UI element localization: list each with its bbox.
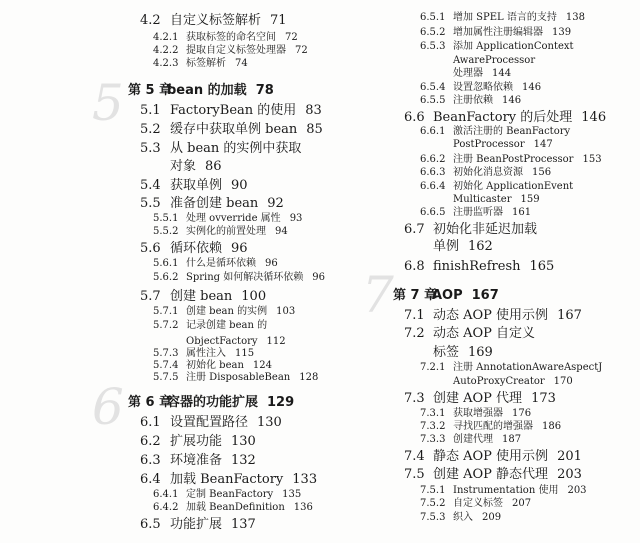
toc-page-number: 203 [557,466,582,482]
toc-page-number: 115 [235,348,255,359]
toc-entry-title: 初始化 bean [186,360,244,371]
toc-entry-title: 创建 bean 的实例 [186,306,268,317]
toc-page-number: 176 [512,408,532,419]
toc-entry-number: 4.2.3 [153,58,179,69]
chapter-watermark-5: 5 [92,74,124,132]
toc-page-number: 170 [553,376,573,387]
toc-entry-title-line [433,327,535,340]
toc-entry-title: 注册 AnnotationAwareAspectJ [453,362,603,373]
toc-entry-title: AwareProcessor [453,55,536,66]
toc-entry-title: 功能扩展 [170,516,223,532]
toc-entry-title: finishRefresh [433,258,521,274]
toc-entry-number: 5.7.2 [153,320,179,331]
toc-entry-number: 5.7.5 [153,372,179,383]
toc-entry-number: 第 6 章 [128,394,173,410]
toc-page-number: 146 [581,109,607,125]
toc-entry-title-line [453,486,587,496]
toc-entry-title: Multicaster [453,194,512,205]
toc-entry-number: 6.6.5 [420,207,446,218]
toc-entry-title-line [170,242,248,255]
toc-page-number: 203 [567,485,587,496]
toc-entry-number: 5.7 [140,288,161,304]
toc-entry-title: 准备创建 bean [170,195,259,211]
toc-entry-title: 加载 BeanDefinition [186,502,285,513]
toc-entry-title-line [453,499,531,509]
toc-page-number: 139 [552,27,572,38]
toc-page-number: 124 [252,360,272,371]
toc-entry-title-line [453,127,570,137]
toc-entry-title: 记录创建 bean 的 [186,320,268,331]
toc-entry-title-line [186,337,286,347]
toc-entry-number: 6.6.1 [420,126,446,137]
toc-entry-number: 6.6.3 [420,167,446,178]
toc-page-number: 94 [275,226,288,237]
toc-entry-title: 实例化的前置处理 [186,226,266,237]
toc-entry-title-line [453,435,521,445]
toc-entry-title-line [453,208,531,218]
toc-entry-title: 注册监听器 [453,207,503,218]
toc-page-number: 132 [231,452,256,468]
toc-page-number: 83 [305,102,322,118]
toc-entry-title-line [186,349,254,359]
toc-entry-title: 自定义标签解析 [170,12,262,28]
toc-entry-title-line [453,168,551,178]
toc-entry-title-line [433,468,582,481]
toc-entry-number: 6.4 [140,471,161,487]
toc-entry-number: 7.3.2 [420,421,446,432]
toc-entry-title-line [186,321,267,331]
toc-entry-number: 4.2.1 [153,32,179,43]
toc-entry-title-line [433,346,493,359]
toc-entry-title-line [170,454,256,467]
toc-entry-title: 初始化非延迟加载 [433,221,538,237]
toc-page-number: 169 [468,344,493,360]
toc-page-number: 128 [299,372,319,383]
toc-entry-title: 创建 AOP 代理 [433,390,523,406]
toc-entry-title-line [453,83,541,93]
toc-entry-title-line [433,450,582,463]
toc-entry-title: 单例 [433,238,460,254]
toc-entry-title: 循环依赖 [170,240,223,256]
toc-entry-title: 动态 AOP 使用示例 [433,307,549,323]
toc-entry-number: 5.6 [140,240,161,256]
toc-entry-title: 处理器 [453,68,483,79]
toc-entry-title-line [432,289,499,302]
toc-entry-title: 增加 SPEL 语言的支持 [453,12,557,23]
toc-page-number: 135 [282,489,302,500]
toc-entry-title: 获取标签的命名空间 [186,32,276,43]
toc-entry-number: 5.5.1 [153,213,179,224]
toc-entry-number: 6.1 [140,414,161,430]
toc-entry-title-line [170,142,301,155]
toc-entry-number: 7.5 [404,466,425,482]
toc-entry-number: 7.1 [404,307,425,323]
toc-entry-title-line [433,392,556,405]
toc-entry-title-line [453,182,573,192]
toc-page-number: 153 [582,154,602,165]
toc-entry-number: 5.7.3 [153,348,179,359]
toc-entry-number: 5.5.2 [153,226,179,237]
toc-page-number: 137 [231,516,256,532]
toc-entry-title: 初始化消息资源 [453,167,523,178]
toc-page-number: 74 [235,58,248,69]
toc-entry-title: 织入 [453,512,473,523]
toc-entry-title: 设置配置路径 [170,414,249,430]
toc-entry-title: 从 bean 的实例中获取 [170,140,302,156]
toc-entry-title: 扩展功能 [170,433,223,449]
toc-page-number: 92 [267,195,284,211]
toc-entry-number: 6.4.2 [153,502,179,513]
toc-page-number: 209 [482,512,502,523]
toc-entry-title: 寻找匹配的增强器 [453,421,533,432]
toc-entry-title: 获取单例 [170,177,223,193]
toc-page-number: 162 [468,238,493,254]
toc-entry-number: 5.4 [140,177,161,193]
toc-entry-number: 7.5.3 [420,512,446,523]
toc-entry-title-line [453,96,521,106]
toc-entry-title-line [170,104,322,117]
toc-entry-title-line [170,179,248,192]
toc-page-number: 96 [265,258,278,269]
toc-page-number: 186 [542,421,562,432]
toc-entry-title-line [453,42,574,52]
toc-page-number: 201 [557,448,582,464]
toc-page-number: 96 [231,240,248,256]
toc-entry-title: AutoProxyCreator [453,376,545,387]
toc-entry-title: 缓存中获取单例 bean [170,121,298,137]
toc-entry-title: PostProcessor [453,139,525,150]
toc-entry-title-line [186,273,325,283]
toc-entry-title: Spring 如何解决循环依赖 [186,272,304,283]
toc-entry-number: 6.8 [404,258,425,274]
toc-page-number: 146 [522,82,542,93]
chapter-watermark-6: 6 [92,378,124,436]
toc-entry-number: 6.6 [404,109,425,125]
toc-entry-title-line [453,13,585,23]
toc-entry-title: 注册依赖 [453,95,493,106]
toc-entry-title-line [453,56,535,66]
toc-entry-number: 6.5.4 [420,82,446,93]
toc-entry-number: 5.7.4 [153,360,179,371]
toc-entry-title: 对象 [170,158,197,174]
toc-page-number: 207 [512,498,532,509]
toc-entry-number: 6.4.1 [153,489,179,500]
toc-entry-number: 5.2 [140,121,161,137]
toc-page-number: 144 [492,68,512,79]
toc-entry-title-line [186,490,301,500]
toc-entry-number: 6.5 [140,516,161,532]
toc-page-number: 100 [241,288,267,304]
toc-page-number: 161 [512,207,532,218]
toc-page-number: 165 [529,258,555,274]
toc-page-number: 133 [292,471,318,487]
toc-entry-number: 5.1 [140,102,161,118]
toc-entry-title-line [186,373,318,383]
toc-entry-number: 6.5.1 [420,12,446,23]
toc-page-number: 138 [565,12,585,23]
toc-page-number: 130 [257,414,282,430]
toc-entry-title: 创建 AOP 静态代理 [433,466,549,482]
toc-entry-title: Instrumentation 使用 [453,485,559,496]
toc-entry-title: 加载 BeanFactory [170,471,284,487]
toc-entry-number: 6.6.2 [420,154,446,165]
toc-entry-number: 第 5 章 [128,82,173,98]
toc-entry-title-line [186,33,298,43]
toc-entry-title-line [453,140,553,150]
toc-entry-title: 注册 DisposableBean [186,372,291,383]
toc-entry-number: 7.2.1 [420,362,446,373]
toc-entry-number: 7.4 [404,448,425,464]
toc-entry-title-line [186,259,278,269]
toc-entry-number: 6.5.2 [420,27,446,38]
toc-entry-title: 提取自定义标签处理器 [186,45,286,56]
toc-page-number: 90 [231,177,248,193]
toc-entry-number: 6.6.4 [420,181,446,192]
toc-entry-title-line [453,28,571,38]
toc-entry-number: 6.5.3 [420,41,446,52]
toc-page-number: 72 [295,45,308,56]
toc-page-number: 93 [289,213,303,224]
toc-entry-title-line [453,409,531,419]
toc-page-number: 146 [502,95,522,106]
toc-entry-number: 7.3.3 [420,434,446,445]
toc-entry-title-line [433,309,582,322]
toc-entry-title: 什么是循环依赖 [186,258,256,269]
toc-entry-title: 属性注入 [186,348,226,359]
toc-page-number: 86 [205,158,222,174]
toc-entry-title-line [186,59,248,69]
toc-page-number: 85 [306,121,323,137]
toc-entry-title: 自定义标签 [453,498,503,509]
toc-entry-title: 初始化 ApplicationEvent [453,181,574,192]
toc-entry-title: ObjectFactory [186,336,258,347]
toc-entry-title-line [433,260,554,273]
toc-page-number: 167 [557,307,582,323]
toc-entry-title-line [433,111,606,124]
toc-page-number: 147 [533,139,553,150]
toc-page-number: 103 [276,306,296,317]
toc-page-number: 78 [255,82,274,98]
toc-entry-title: 激活注册的 BeanFactory [453,126,571,137]
toc-page-number: 156 [532,167,552,178]
toc-entry-title-line [170,123,323,136]
toc-entry-title-line [433,223,537,236]
toc-entry-title: 注册 BeanPostProcessor [453,154,574,165]
toc-entry-title: 静态 AOP 使用示例 [433,448,549,464]
toc-entry-title-line [186,46,308,56]
toc-entry-number: 7.5.1 [420,485,446,496]
toc-entry-title: AOP [432,287,463,303]
toc-entry-title: 容器的功能扩展 [167,394,259,410]
toc-entry-number: 5.7.1 [153,306,179,317]
toc-entry-title-line [453,422,561,432]
toc-entry-number: 4.2 [140,12,161,28]
toc-entry-number: 6.3 [140,452,161,468]
toc-entry-number: 7.5.2 [420,498,446,509]
toc-page-number: 173 [531,390,556,406]
toc-entry-title-line [170,197,284,210]
toc-entry-title-line [167,396,294,409]
toc-entry-title-line [453,513,501,523]
toc-page-number: 159 [520,194,540,205]
toc-entry-title-line [170,473,317,486]
toc-page-number: 72 [285,32,298,43]
toc-entry-number: 7.3.1 [420,408,446,419]
toc-entry-number: 5.5 [140,195,161,211]
chapter-watermark-7: 7 [362,266,394,324]
toc-entry-title-line [453,69,511,79]
toc-entry-title-line [186,227,288,237]
toc-entry-title-line [186,361,272,371]
toc-entry-number: 6.5.5 [420,95,446,106]
toc-entry-number: 6.2 [140,433,161,449]
toc-entry-title: 定制 BeanFactory [186,489,274,500]
toc-entry-title-line [170,14,287,27]
toc-entry-title-line [453,363,602,373]
toc-page-number: 112 [266,336,286,347]
toc-entry-title-line [186,503,313,513]
toc-entry-title: 标签 [433,344,460,360]
toc-entry-title-line [170,435,256,448]
toc-entry-number: 5.3 [140,140,161,156]
toc-entry-title: bean 的加载 [167,82,247,98]
toc-entry-title-line [453,377,573,387]
toc-entry-number: 7.3 [404,390,425,406]
toc-entry-title: FactoryBean 的使用 [170,102,297,118]
toc-entry-title: 处理 ovverride 属性 [186,213,281,224]
toc-entry-title-line [170,518,256,531]
toc-page-number: 130 [231,433,256,449]
toc-entry-title: 环境准备 [170,452,223,468]
toc-entry-number: 5.6.2 [153,272,179,283]
toc-entry-title: 动态 AOP 自定义 [433,325,536,341]
toc-page-number: 96 [312,272,325,283]
toc-entry-number: 4.2.2 [153,45,179,56]
toc-page-number: 129 [267,394,295,410]
toc-entry-title-line [170,290,266,303]
toc-entry-title-line [186,214,302,224]
toc-entry-title: 获取增强器 [453,408,503,419]
toc-page-number: 167 [471,287,499,303]
toc-entry-number: 6.7 [404,221,425,237]
toc-entry-title: 添加 ApplicationContext [453,41,574,52]
toc-entry-number: 7.2 [404,325,425,341]
toc-entry-title-line [186,307,295,317]
toc-entry-number: 第 7 章 [393,287,438,303]
toc-entry-title-line [170,160,222,173]
toc-entry-title-line [167,84,274,97]
toc-entry-title: 标签解析 [186,58,226,69]
toc-page-number: 136 [293,502,313,513]
toc-entry-title-line [433,240,493,253]
toc-entry-title: 增加属性注册编辑器 [453,27,543,38]
toc-entry-number: 5.6.1 [153,258,179,269]
toc-page-number: 187 [502,434,522,445]
toc-entry-title: 设置忽略依赖 [453,82,513,93]
toc-entry-title-line [170,416,282,429]
toc-entry-title-line [453,195,540,205]
toc-entry-title: BeanFactory 的后处理 [433,109,573,125]
toc-entry-title-line [453,155,602,165]
toc-entry-title: 创建代理 [453,434,493,445]
toc-page-number: 71 [270,12,287,28]
toc-entry-title: 创建 bean [170,288,233,304]
